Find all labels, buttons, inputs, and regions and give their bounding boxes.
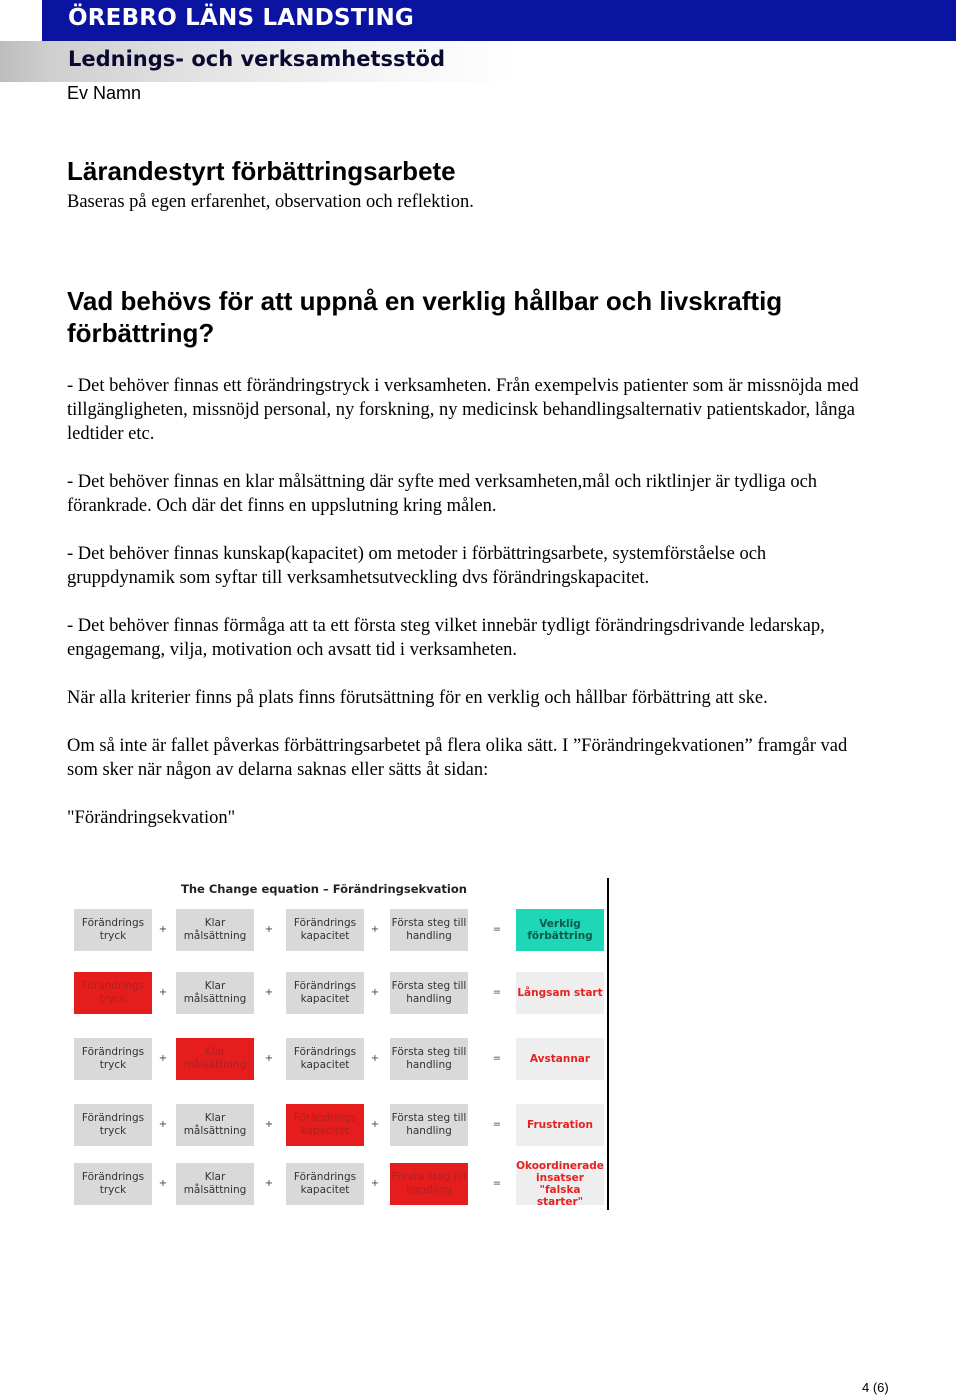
section-title-1: Lärandestyrt förbättringsarbete [67, 156, 456, 186]
plus-sign: + [370, 924, 380, 935]
change-equation-figure [70, 878, 609, 1210]
equals-sign: = [492, 1119, 502, 1130]
page-number: 4 (6) [862, 1380, 889, 1395]
plus-sign: + [264, 987, 274, 998]
plus-sign: + [158, 987, 168, 998]
plus-sign: + [158, 1053, 168, 1064]
paragraph-first-step: - Det behöver finnas förmåga att ta ett första steg vilket innebär tydligt förändringsdrivande ledarskap, engagemang, vilja, motivation och avsatt tid i verksamheten. [67, 616, 825, 660]
equation-result-cell: Avstannar [516, 1038, 604, 1080]
equation-result-cell: Verklig förbättring [516, 909, 604, 951]
org-name: ÖREBRO LÄNS LANDSTING [68, 5, 414, 31]
paragraph-consequence: Om så inte är fallet påverkas förbättringsarbetet på flera olika sätt. I ”Förändringekvationen” framgår vad som sker när någon av delarna saknas eller sätts åt sidan: [67, 736, 848, 780]
paragraph-goal: - Det behöver finnas en klar målsättning där syfte med verksamheten,mål och riktlinjer är tydliga och förankrade. Och där det finns en uppslutning kring målen. [67, 472, 818, 516]
plus-sign: + [158, 1119, 168, 1130]
plus-sign: + [158, 1178, 168, 1189]
equation-factor-cell: Klar målsättning [176, 1038, 254, 1080]
equals-sign: = [492, 1178, 502, 1189]
equation-factor-cell: Klar målsättning [176, 1104, 254, 1146]
equals-sign: = [492, 987, 502, 998]
plus-sign: + [158, 924, 168, 935]
equals-sign: = [492, 924, 502, 935]
equation-result-cell: Okoordinerade insatser "falska starter" [516, 1160, 604, 1208]
plus-sign: + [264, 1053, 274, 1064]
equation-factor-cell: Förändrings tryck [74, 1104, 152, 1146]
equation-factor-cell: Klar målsättning [176, 909, 254, 951]
equals-sign: = [492, 1053, 502, 1064]
plus-sign: + [264, 924, 274, 935]
equation-factor-cell: Förändrings tryck [74, 972, 152, 1014]
paragraph-pressure: - Det behöver finnas ett förändringstryck i verksamheten. Från exempelvis patienter som är missnöjda med tillgängligheten, missnöjd personal, ny forskning, ny medicinsk behandlingsalternativ patientskador, långa ledtider etc. [67, 376, 859, 444]
equation-factor-cell: Förändrings kapacitet [286, 1038, 364, 1080]
plus-sign: + [264, 1119, 274, 1130]
equation-factor-cell: Första steg till handling [390, 1104, 468, 1146]
equation-factor-cell: Förändrings kapacitet [286, 1104, 364, 1146]
plus-sign: + [370, 1178, 380, 1189]
equation-factor-cell: Första steg till handling [390, 1163, 468, 1205]
section-title-2: Vad behövs för att uppnå en verklig hållbar och livskraftig förbättring? [67, 286, 783, 348]
equation-factor-cell: Förändrings kapacitet [286, 1163, 364, 1205]
equation-title: The Change equation – Förändringsekvation [181, 882, 467, 896]
plus-sign: + [370, 987, 380, 998]
plus-sign: + [370, 1053, 380, 1064]
author-name: Ev Namn [67, 83, 142, 103]
equation-result-cell: Långsam start [516, 972, 604, 1014]
equation-factor-cell: Första steg till handling [390, 1038, 468, 1080]
plus-sign: + [264, 1178, 274, 1189]
equation-factor-cell: Första steg till handling [390, 972, 468, 1014]
equation-factor-cell: Förändrings tryck [74, 1163, 152, 1205]
paragraph-criteria: När alla kriterier finns på plats finns förutsättning för en verklig och hållbar förbättring att ske. [67, 688, 768, 708]
equation-factor-cell: Klar målsättning [176, 1163, 254, 1205]
equation-factor-cell: Förändrings kapacitet [286, 972, 364, 1014]
equation-factor-cell: Förändrings tryck [74, 1038, 152, 1080]
department-name: Lednings- och verksamhetsstöd [68, 47, 445, 71]
plus-sign: + [370, 1119, 380, 1130]
section-text-1: Baseras på egen erfarenhet, observation och reflektion. [67, 192, 474, 212]
equation-result-cell: Frustration [516, 1104, 604, 1146]
paragraph-capacity: - Det behöver finnas kunskap(kapacitet) om metoder i förbättringsarbete, systemförståelse och gruppdynamik som syftar till verksamhetsutveckling dvs förändringskapacitet. [67, 544, 767, 588]
equation-factor-cell: Klar målsättning [176, 972, 254, 1014]
equation-factor-cell: Förändrings kapacitet [286, 909, 364, 951]
equation-factor-cell: Förändrings tryck [74, 909, 152, 951]
figure-caption: "Förändringsekvation" [67, 808, 236, 828]
equation-factor-cell: Första steg till handling [390, 909, 468, 951]
